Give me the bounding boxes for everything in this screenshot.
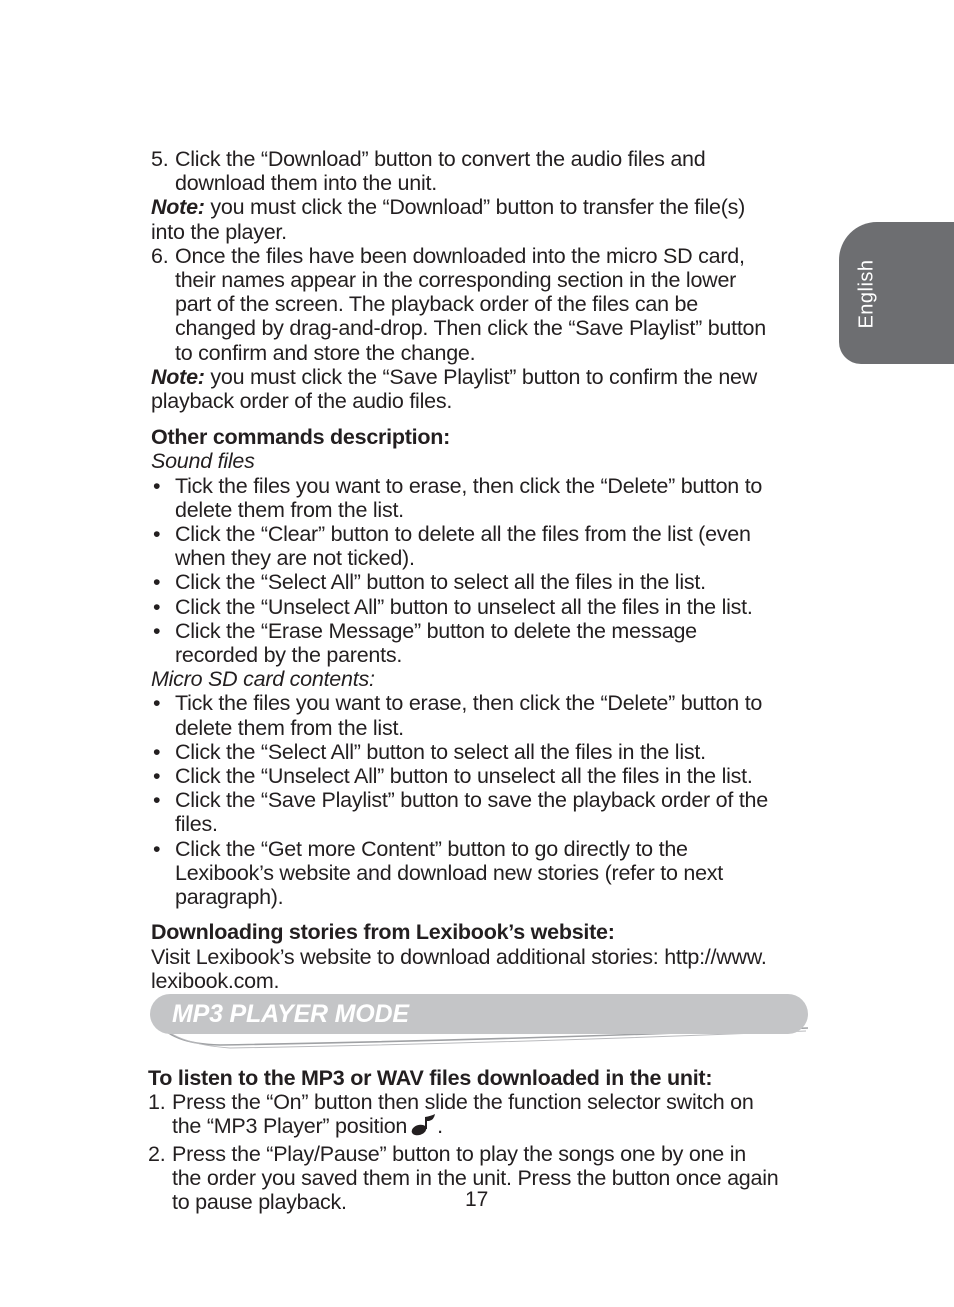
step-number: 1. <box>148 1090 166 1115</box>
list-item-line: paragraph). <box>175 885 284 910</box>
note-text-cont: playback order of the audio files. <box>151 389 453 414</box>
step-line: Once the files have been downloaded into the micro SD card, <box>175 243 745 268</box>
list-item <box>151 570 811 594</box>
bullet-glyph: • <box>153 836 161 861</box>
downloading-text-cont: lexibook.com. <box>151 968 280 993</box>
note-label: Note: <box>151 195 205 220</box>
list-item-line: Tick the files you want to erase, then click the “Delete” button to <box>175 473 763 498</box>
bullet-glyph: • <box>153 570 161 595</box>
step-line: to confirm and store the change. <box>175 340 476 365</box>
list-item <box>151 837 811 910</box>
section-title: MP3 PLAYER MODE <box>172 1000 409 1028</box>
list-item <box>151 595 811 619</box>
sound-files-label: Sound files <box>151 449 255 474</box>
step-number: 6. <box>151 243 169 268</box>
other-commands-heading: Other commands description: <box>151 425 451 450</box>
step-line: their names appear in the corresponding section in the lower <box>175 268 737 293</box>
step-line-text: the “MP3 Player” position <box>172 1114 408 1139</box>
bullet-glyph: • <box>153 473 161 498</box>
list-item-line: Click the “Unselect All” button to unselect all the files in the list. <box>175 764 753 789</box>
list-item-line: Click the “Select All” button to select all the files in the list. <box>175 570 706 595</box>
step-6 <box>151 244 811 365</box>
bullet-glyph: • <box>153 764 161 789</box>
note-label: Note: <box>151 364 205 389</box>
list-item-line: recorded by the parents. <box>175 643 403 668</box>
downloading-text: Visit Lexibook’s website to download additional stories: http://www. <box>151 944 767 969</box>
list-item <box>151 764 811 788</box>
sd-card-label: Micro SD card contents: <box>151 667 375 692</box>
downloading-heading: Downloading stories from Lexibook’s website: <box>151 920 615 945</box>
list-item <box>151 522 811 570</box>
list-item <box>151 740 811 764</box>
list-item <box>151 474 811 522</box>
section-banner <box>150 994 810 1054</box>
list-item-line: Click the “Clear” button to delete all the files from the list (even <box>175 522 751 547</box>
step-line: changed by drag-and-drop. Then click the “Save Playlist” button <box>175 316 766 341</box>
note-text: you must click the “Download” button to transfer the file(s) <box>204 195 746 220</box>
list-item-line: Click the “Select All” button to select all the files in the list. <box>175 739 706 764</box>
list-item-line: when they are not ticked). <box>175 546 415 571</box>
step-line: Click the “Download” button to convert the audio files and <box>175 147 706 171</box>
note <box>151 195 811 219</box>
bullet-glyph: • <box>153 788 161 813</box>
step-line: download them into the unit. <box>175 171 437 196</box>
step-line: the order you saved them in the unit. Press the button once again <box>172 1165 779 1190</box>
list-item <box>151 691 811 739</box>
list-item-line: Tick the files you want to erase, then click the “Delete” button to <box>175 691 763 716</box>
page-content <box>151 147 811 993</box>
step-line-end: . <box>437 1114 443 1139</box>
note-text-cont: into the player. <box>151 219 287 244</box>
bullet-glyph: • <box>153 691 161 716</box>
note-text: you must click the “Save Playlist” button to confirm the new <box>204 364 758 389</box>
language-tab-label: English <box>855 259 878 329</box>
note <box>151 365 811 389</box>
step-line: Press the “Play/Pause” button to play the songs one by one in <box>172 1141 746 1166</box>
mp3-step-1 <box>148 1090 818 1141</box>
step-line: part of the screen. The playback order of the files can be <box>175 292 698 317</box>
list-item-line: files. <box>175 812 218 837</box>
mp3-heading: To listen to the MP3 or WAV files downloaded in the unit: <box>148 1066 713 1090</box>
music-note-icon <box>411 1114 437 1141</box>
step-line: Press the “On” button then slide the function selector switch on <box>172 1090 754 1115</box>
page-number: 17 <box>465 1188 489 1211</box>
list-item-line: Click the “Get more Content” button to go directly to the <box>175 836 688 861</box>
step-5 <box>151 147 811 195</box>
list-item-line: Lexibook’s website and download new stories (refer to next <box>175 860 724 885</box>
bullet-glyph: • <box>153 594 161 619</box>
language-tab <box>839 222 954 364</box>
bullet-glyph: • <box>153 739 161 764</box>
step-number: 2. <box>148 1141 166 1166</box>
list-item-line: Click the “Erase Message” button to delete the message <box>175 618 697 643</box>
step-line <box>172 1114 818 1141</box>
list-item-line: Click the “Save Playlist” button to save the playback order of the <box>175 788 768 813</box>
list-item <box>151 788 811 836</box>
bullet-glyph: • <box>153 618 161 643</box>
bullet-glyph: • <box>153 522 161 547</box>
list-item-line: Click the “Unselect All” button to unselect all the files in the list. <box>175 594 753 619</box>
list-item-line: delete them from the list. <box>175 497 404 522</box>
list-item <box>151 619 811 667</box>
list-item-line: delete them from the list. <box>175 715 404 740</box>
step-number: 5. <box>151 147 169 171</box>
step-line: to pause playback. <box>172 1190 347 1215</box>
